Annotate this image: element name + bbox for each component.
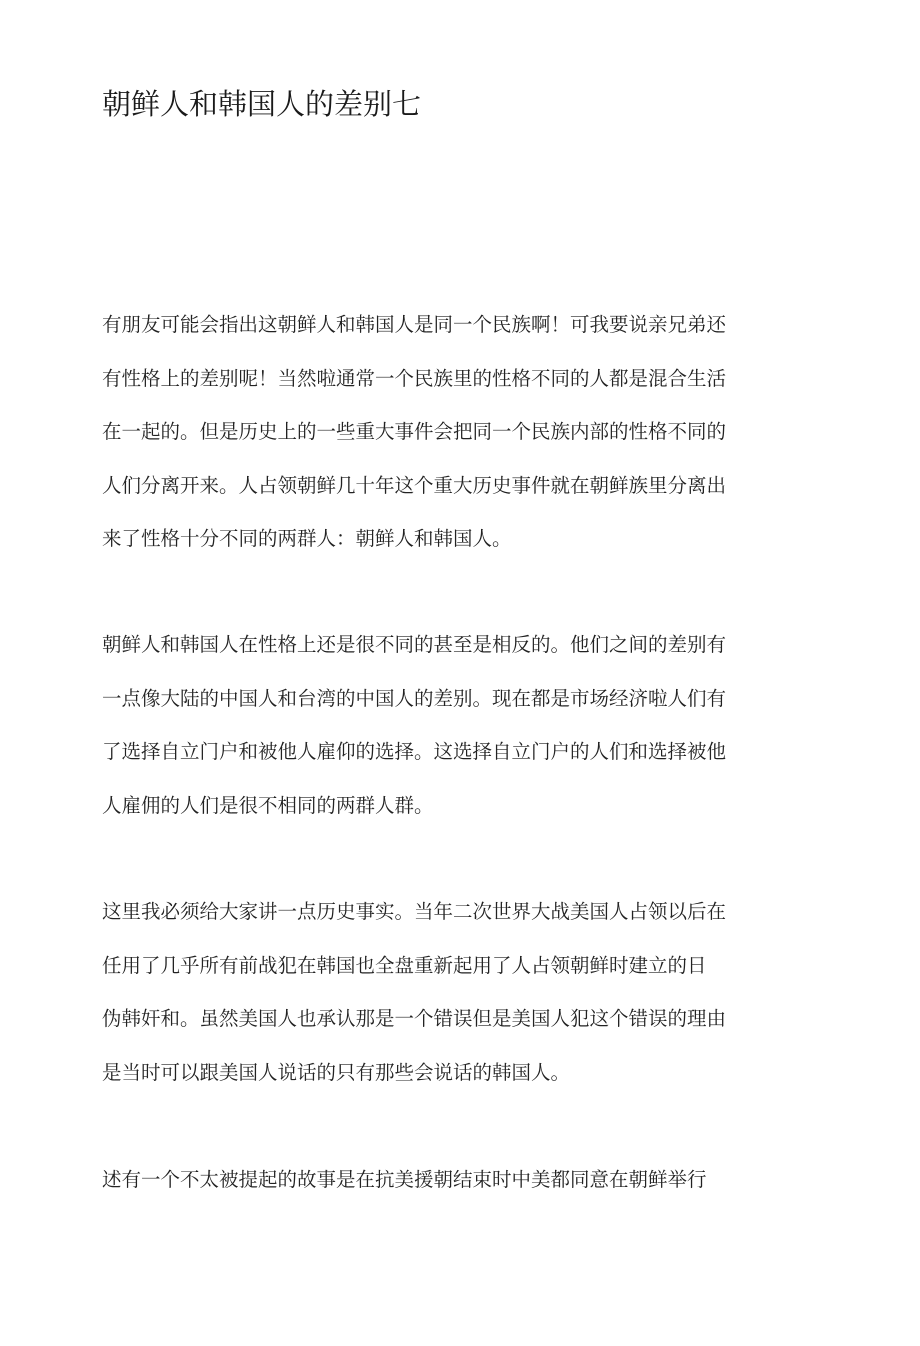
document-title: 朝鲜人和韩国人的差别七: [102, 87, 422, 121]
text-line: 在一起的。但是历史上的一些重大事件会把同一个民族内部的性格不同的: [102, 420, 727, 443]
paragraph-3: [102, 898, 762, 1112]
text-line: 伪韩奸和。虽然美国人也承认那是一个错误但是美国人犯这个错误的理由: [102, 1007, 727, 1030]
text-line: 任用了几乎所有前战犯在韩国也全盘重新起用了人占领朝鲜时建立的日: [102, 953, 707, 977]
paragraph-4: [102, 1166, 762, 1220]
text-line: 人们分离开来。人占领朝鲜几十年这个重大历史事件就在朝鲜族里分离出: [102, 473, 727, 497]
text-line: 有性格上的差别呢！当然啦通常一个民族里的性格不同的人都是混合生活: [102, 366, 727, 390]
text-line: 这里我必须给大家讲一点历史事实。当年二次世界大战美国人占领以后在: [102, 900, 727, 923]
text-line: 来了性格十分不同的两群人：朝鲜人和韩国人。: [102, 527, 512, 550]
text-line: 一点像大陆的中国人和台湾的中国人的差别。现在都是市场经济啦人们有: [102, 686, 727, 710]
text-line: 述有一个不太被提起的故事是在抗美援朝结束时中美都同意在朝鲜举行: [102, 1168, 707, 1191]
paragraph-1: [102, 311, 762, 579]
text-line: 有朋友可能会指出这朝鲜人和韩国人是同一个民族啊！可我要说亲兄弟还: [102, 313, 727, 336]
text-line: 了选择自立门户和被他人雇仰的选择。这选择自立门户的人们和选择被他: [102, 740, 727, 763]
text-line: 人雇佣的人们是很不相同的两群人群。: [102, 793, 434, 817]
text-line: 是当时可以跟美国人说话的只有那些会说话的韩国人。: [102, 1060, 571, 1084]
paragraph-2: [102, 631, 762, 845]
text-line: 朝鲜人和韩国人在性格上还是很不同的甚至是相反的。他们之间的差别有: [102, 633, 727, 656]
